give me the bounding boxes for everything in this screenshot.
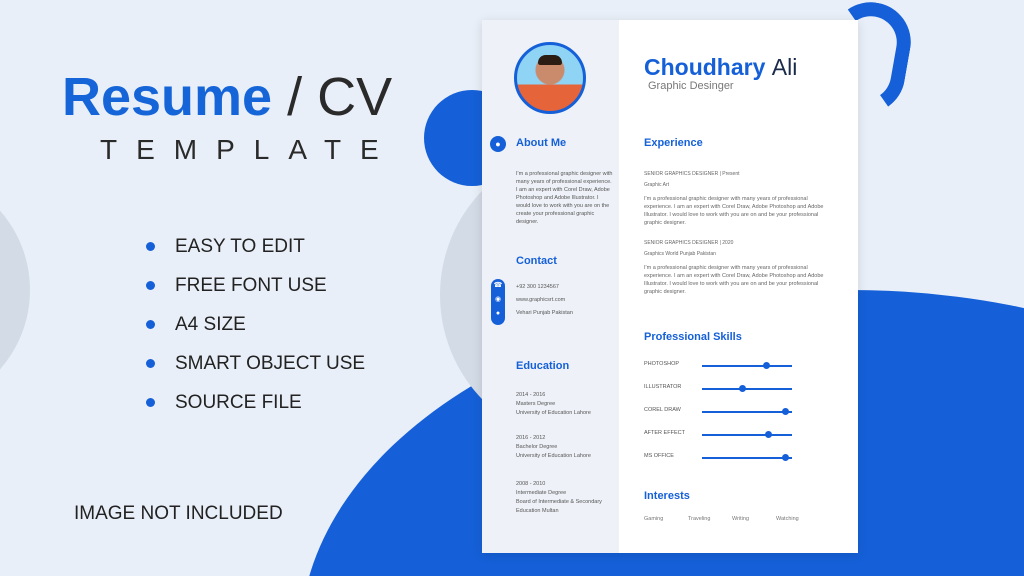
- skill-level-knob: [739, 385, 746, 392]
- skill-level-knob: [782, 408, 789, 415]
- skill-label: COREL DRAW: [644, 407, 681, 413]
- experience-heading: Experience: [644, 137, 703, 149]
- resume-card: [482, 20, 858, 553]
- bullet-icon: [146, 281, 155, 290]
- skill-label: AFTER EFFECT: [644, 430, 685, 436]
- disclaimer: IMAGE NOT INCLUDED: [74, 503, 283, 524]
- education-heading: Education: [516, 360, 570, 372]
- interest-item: Writing: [732, 516, 750, 522]
- about-heading: About Me: [516, 137, 567, 149]
- feature-label: SOURCE FILE: [175, 392, 302, 413]
- feature-label: A4 SIZE: [175, 314, 246, 335]
- education-school: Board of Intermediate & Secondary Education Multan: [516, 499, 602, 514]
- feature-item: [146, 275, 365, 314]
- avatar-hair: [538, 55, 562, 65]
- education-school: University of Education Lahore: [516, 453, 591, 459]
- skill-track: [702, 411, 792, 413]
- education-item: [516, 391, 616, 418]
- promo-title-slash: / CV: [272, 67, 393, 127]
- bullet-icon: [146, 398, 155, 407]
- skill-row: [644, 406, 794, 416]
- location-icon: ●: [495, 310, 501, 317]
- promo-title: [62, 66, 392, 128]
- skill-level-knob: [765, 431, 772, 438]
- resume-role: Graphic Desinger: [648, 80, 734, 92]
- skill-row: [644, 452, 794, 462]
- job-title: SENIOR GRAPHICS DESIGNER | Present: [644, 171, 740, 177]
- feature-list: [146, 236, 365, 431]
- skill-level-knob: [763, 362, 770, 369]
- education-years: 2008 - 2010: [516, 481, 546, 487]
- avatar: [514, 42, 586, 114]
- skills-heading: Professional Skills: [644, 331, 742, 343]
- contact-website: www.graphicsrt.com: [516, 297, 566, 303]
- promo-title-main: Resume: [62, 67, 273, 127]
- interest-item: Traveling: [688, 516, 711, 522]
- skill-track: [702, 388, 792, 390]
- contact-heading: Contact: [516, 255, 557, 267]
- job-description: I'm a professional graphic designer with many years of professional experience. I am an expert with Corel Draw, Adobe Photoshop and Adobe Illustrator. I would love to work with you are on and be your professional graphic designer.: [644, 265, 824, 295]
- skill-track: [702, 457, 792, 459]
- feature-item: [146, 392, 365, 431]
- skill-track: [702, 434, 792, 436]
- feature-item: [146, 236, 365, 275]
- resume-name: [644, 54, 797, 81]
- skill-label: PHOTOSHOP: [644, 361, 680, 367]
- first-name: Choudhary: [644, 54, 766, 80]
- skill-track: [702, 365, 792, 367]
- globe-icon: ◉: [494, 296, 502, 303]
- contact-phone: +92 300 1234567: [516, 284, 559, 290]
- user-icon: ●: [490, 136, 506, 152]
- education-years: 2016 - 2012: [516, 435, 546, 441]
- last-name: Ali: [771, 54, 798, 80]
- education-item: [516, 434, 616, 461]
- skill-level-knob: [782, 454, 789, 461]
- skill-row: [644, 383, 794, 393]
- education-school: University of Education Lahore: [516, 410, 591, 416]
- education-degree: Intermediate Degree: [516, 490, 567, 496]
- feature-item: [146, 314, 365, 353]
- about-text: I'm a professional graphic designer with many years of professional experience. I am an expert with Corel Draw, Adobe Photoshop and Adobe Illustrator. I would love to work with you are on the create your professional graphic designer.: [516, 171, 613, 225]
- skill-row: [644, 360, 794, 370]
- education-item: [516, 480, 616, 516]
- promo-subtitle: TEMPLATE: [100, 134, 398, 165]
- education-degree: Bachelor Degree: [516, 444, 558, 450]
- contact-location: Vehari Punjab Pakistan: [516, 310, 573, 316]
- bullet-icon: [146, 242, 155, 251]
- job-description: I'm a professional graphic designer with many years of professional experience. I am an expert with Corel Draw, Adobe Photoshop and Adobe Illustrator. I would love to work with you are on and be your professional graphic designer.: [644, 196, 824, 226]
- interest-item: Watching: [776, 516, 799, 522]
- bullet-icon: [146, 359, 155, 368]
- phone-icon: ☎: [493, 282, 503, 289]
- education-degree: Masters Degree: [516, 401, 556, 407]
- education-years: 2014 - 2016: [516, 392, 546, 398]
- feature-label: EASY TO EDIT: [175, 236, 305, 257]
- skill-row: [644, 429, 794, 439]
- job-company: Graphics World Punjab Pakistan: [644, 251, 716, 257]
- skill-label: ILLUSTRATOR: [644, 384, 682, 390]
- feature-item: [146, 353, 365, 392]
- skill-label: MS OFFICE: [644, 453, 674, 459]
- interest-item: Gaming: [644, 516, 664, 522]
- feature-label: SMART OBJECT USE: [175, 353, 366, 374]
- background-grey-circle: [0, 170, 30, 410]
- job-title: SENIOR GRAPHICS DESIGNER | 2020: [644, 240, 734, 246]
- interests-heading: Interests: [644, 490, 690, 502]
- contact-icons: [491, 279, 505, 325]
- bullet-icon: [146, 320, 155, 329]
- job-company: Graphic Art: [644, 182, 670, 188]
- feature-label: FREE FONT USE: [175, 275, 327, 296]
